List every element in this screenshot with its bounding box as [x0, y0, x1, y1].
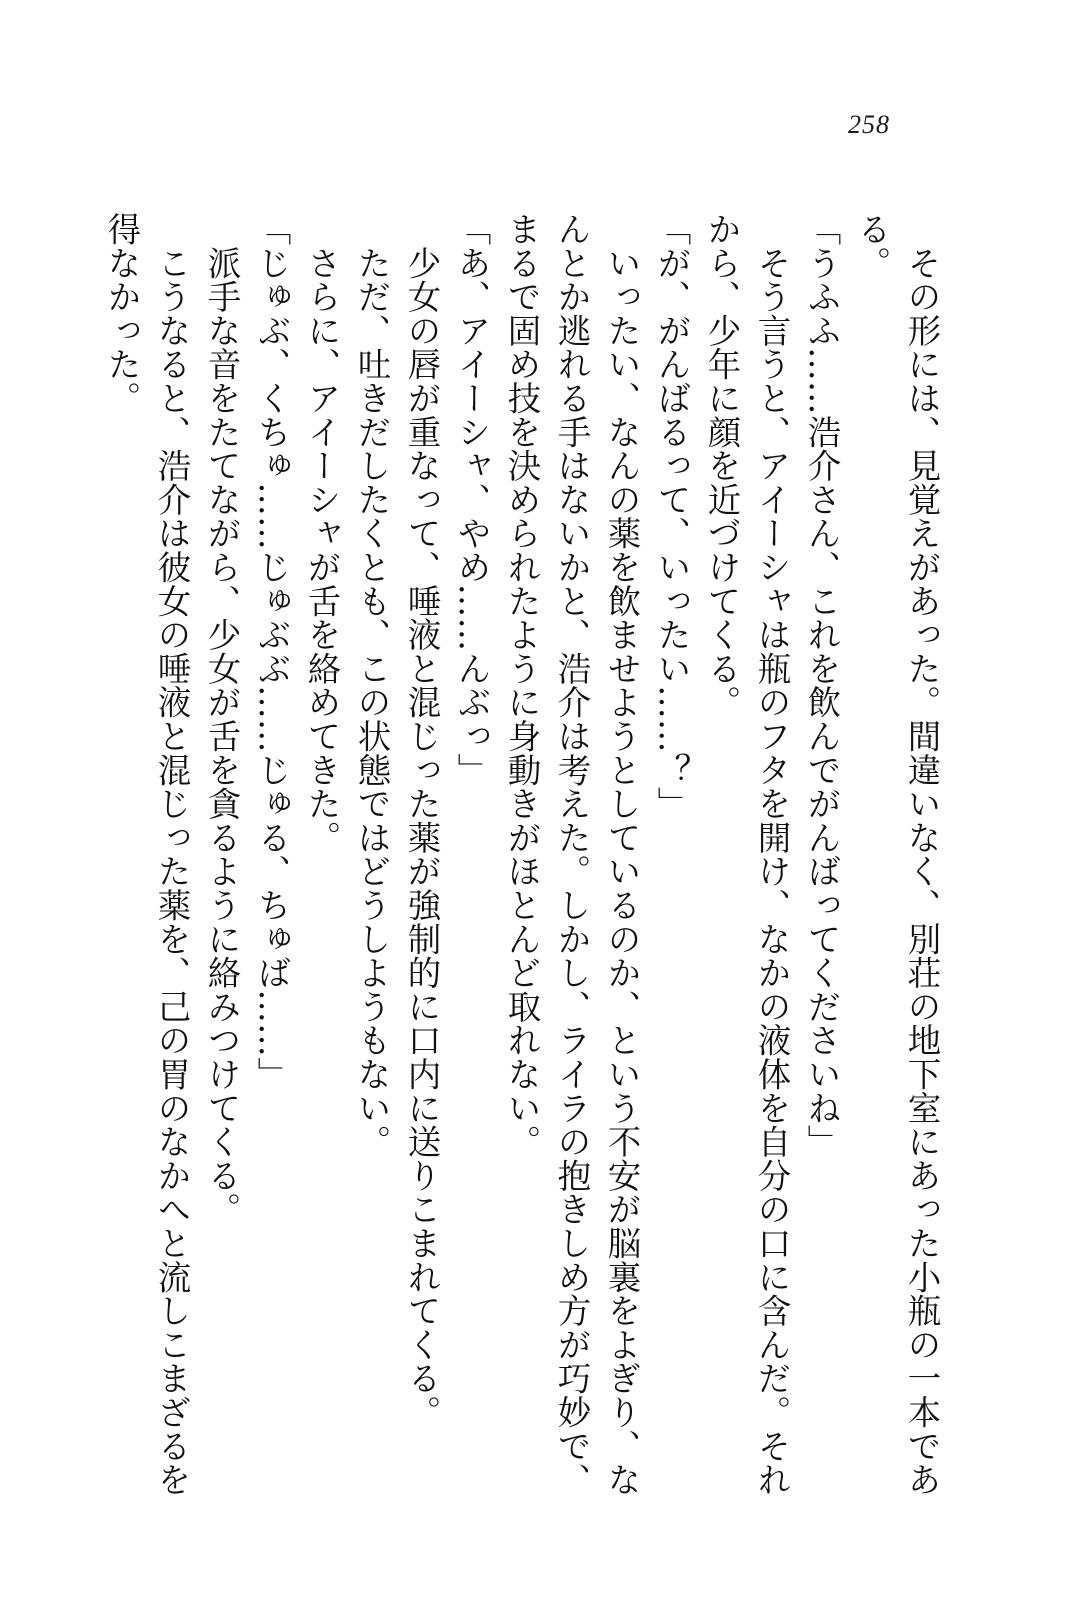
text-line: その形には、見覚えがあった。間違いなく、別荘の地下室にあった小瓶の一本であ — [902, 212, 941, 1497]
text-line: 「うふふ……浩介さん、これを飲んでがんばってくださいね」 — [802, 212, 841, 1159]
text-line: ただ、吐きだしたくとも、この状態ではどうしようもない。 — [352, 212, 391, 1159]
novel-text-body — [96, 212, 946, 1497]
text-line: 「が、がんばるって、いったい……？」 — [652, 212, 691, 821]
text-line: 「じゅぶ、くちゅ……じゅぶぶ……じゅる、ちゅば……」 — [252, 212, 291, 1091]
text-line: いったい、なんの薬を飲ませようとしているのか、という不安が脳裏をよぎり、な — [602, 212, 641, 1497]
text-line: 派手な音をたてながら、少女が舌を貪るように絡みつけてくる。 — [202, 212, 241, 1226]
text-line: から、少年に顔を近づけてくる。 — [702, 212, 741, 719]
text-line: こうなると、浩介は彼女の唾液と混じった薬を、己の胃のなかへと流しこまざるを — [152, 212, 191, 1497]
text-line: 得なかった。 — [102, 212, 141, 415]
text-line: る。 — [852, 212, 891, 280]
text-line: そう言うと、アイーシャは瓶のフタを開け、なかの液体を自分の口に含んだ。それ — [752, 212, 791, 1497]
text-line: 「あ、アイーシャ、やめ……んぶっ」 — [452, 212, 491, 787]
text-line: んとか逃れる手はないかと、浩介は考えた。しかし、ライラの抱きしめ方が巧妙で、 — [552, 212, 591, 1497]
text-line: まるで固め技を決められたように身動きがほとんど取れない。 — [502, 212, 541, 1159]
page-number: 258 — [848, 110, 890, 139]
text-line: 少女の唇が重なって、唾液と混じった薬が強制的に口内に送りこまれてくる。 — [402, 212, 441, 1429]
text-line: さらに、アイーシャが舌を絡めてきた。 — [302, 212, 341, 855]
